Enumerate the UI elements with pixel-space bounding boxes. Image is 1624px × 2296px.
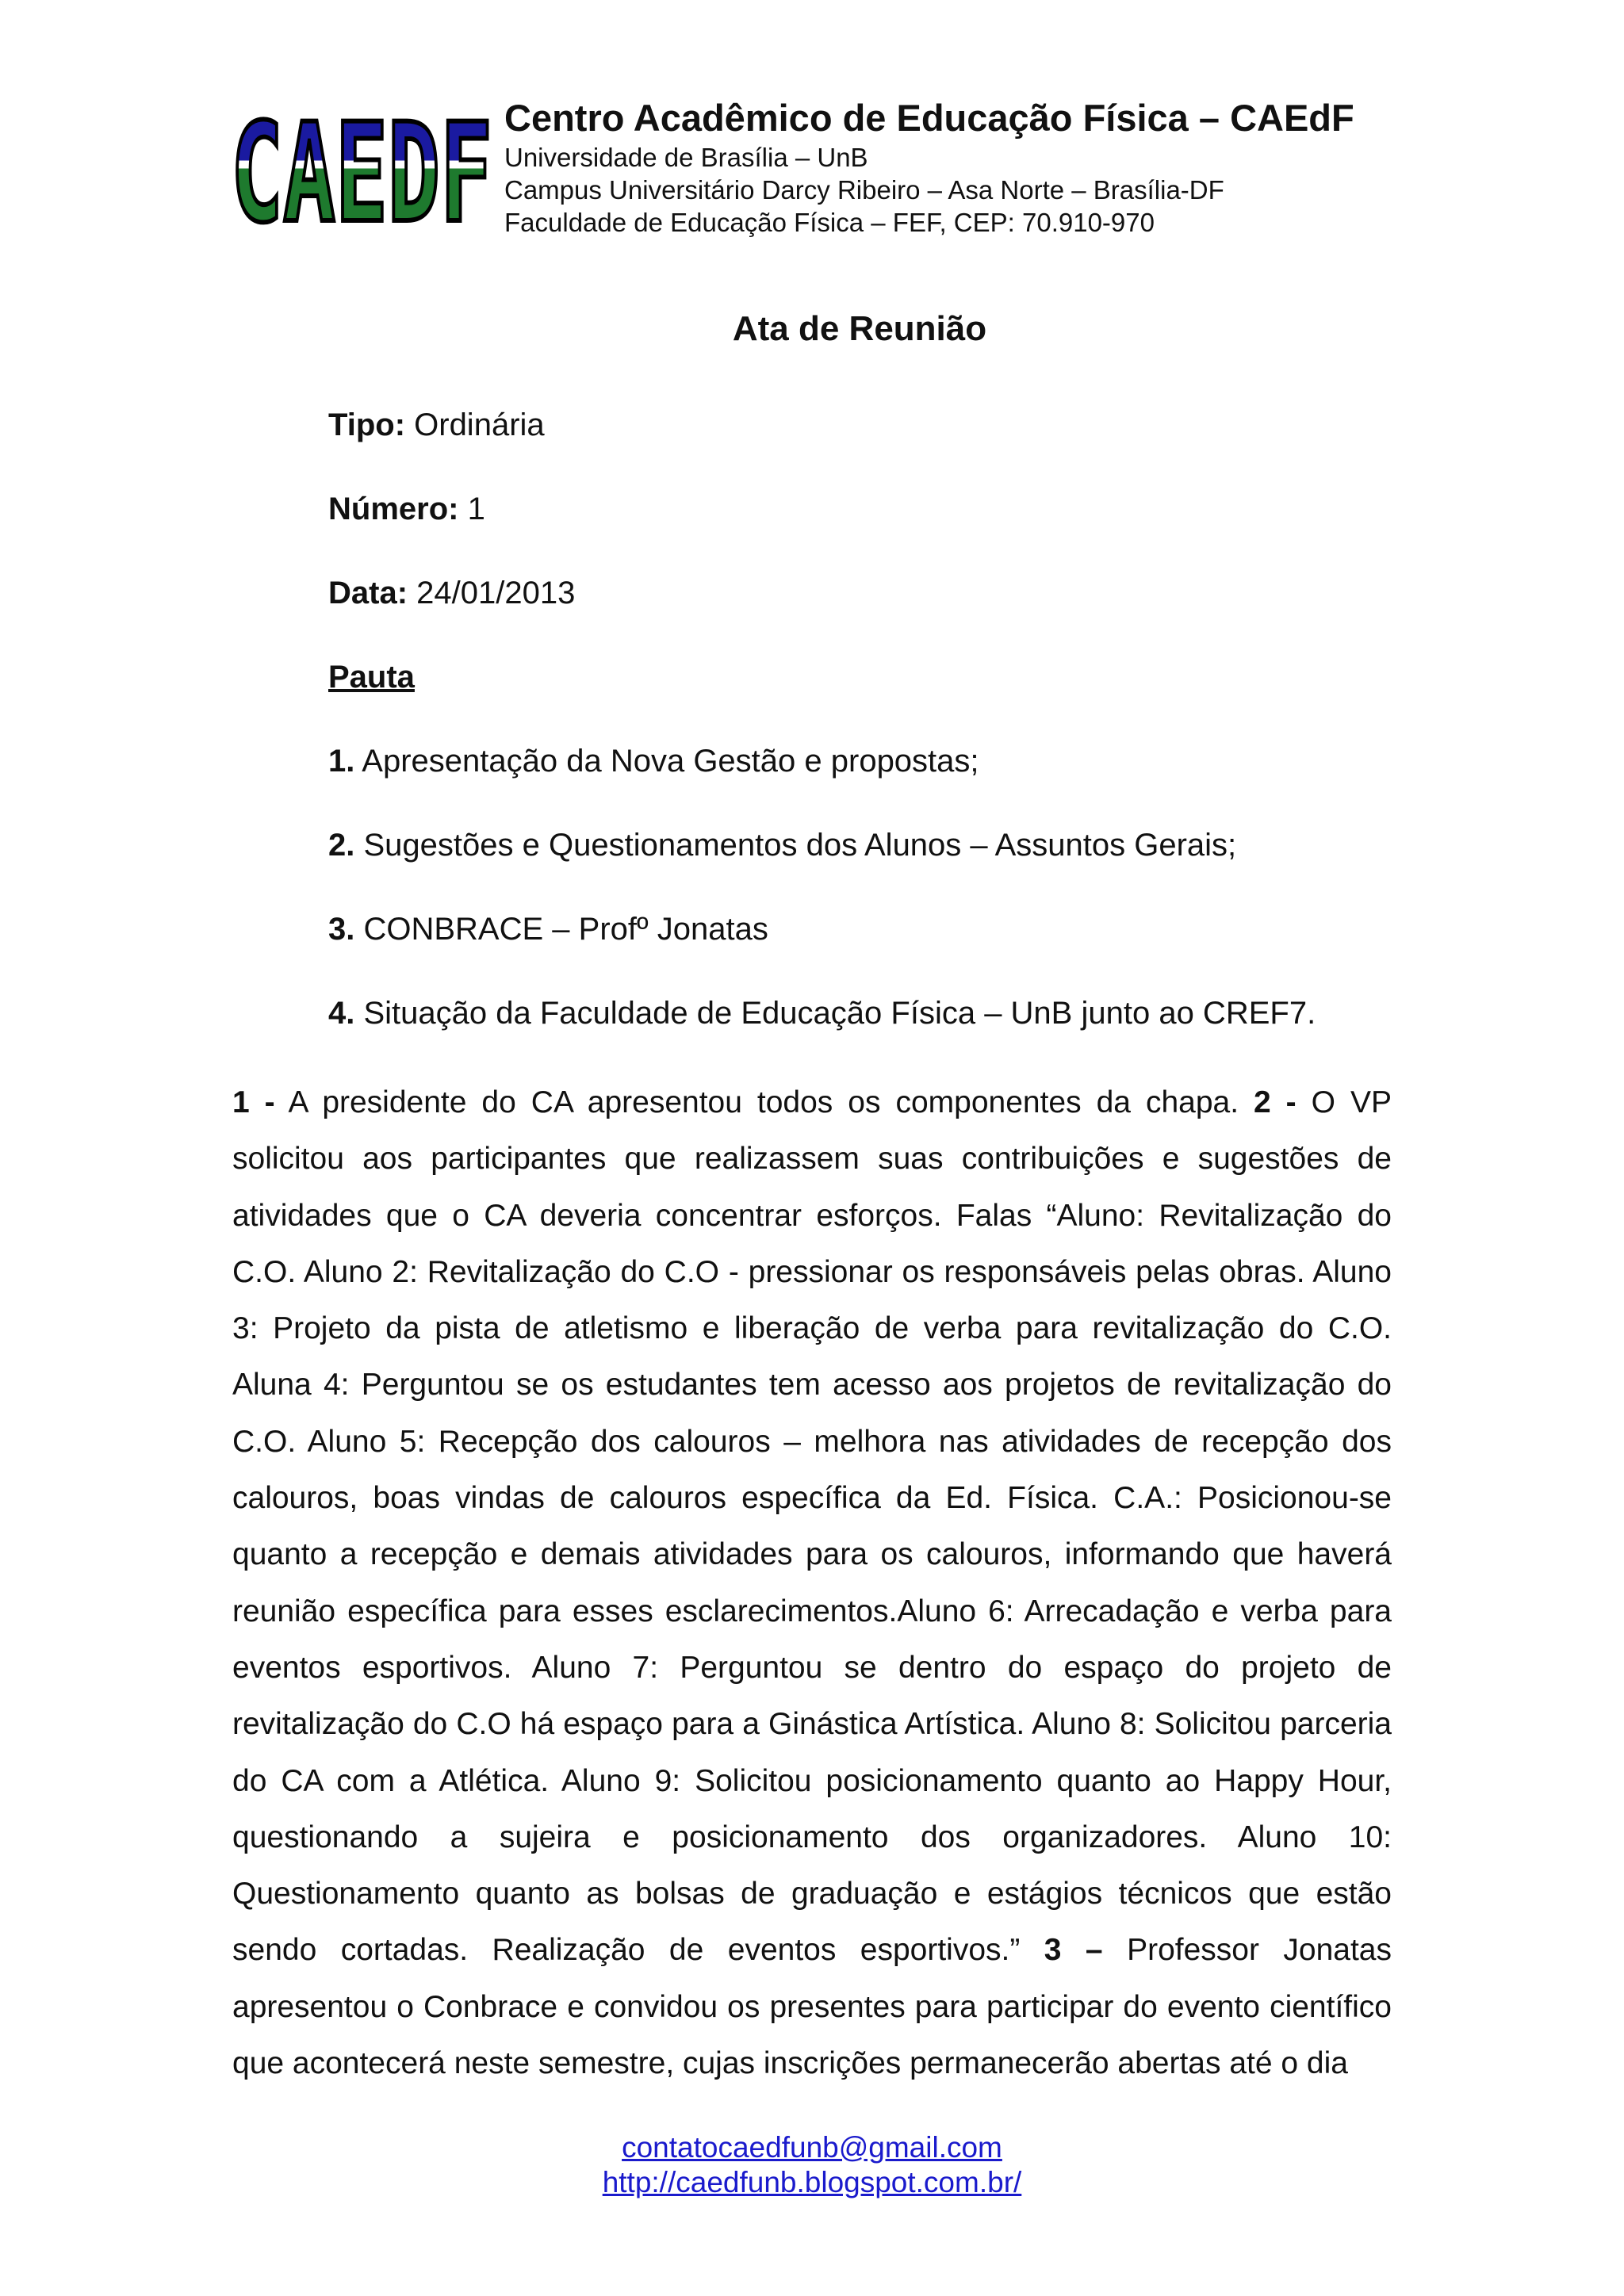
- minutes-text: Professor Jonatas apresentou o Conbrace e convidou os presentes para participar do evento científico que acontecerá neste semestre, cujas inscrições permanecerão abertas até o dia: [232, 1933, 1392, 2081]
- footer-email-link[interactable]: contatocaedfunb@gmail.com: [622, 2131, 1002, 2164]
- agenda-item: [328, 994, 1438, 1032]
- agenda-number: 2.: [328, 828, 355, 863]
- org-title: Centro Acadêmico de Educação Física – CAEdF: [504, 97, 1354, 139]
- minutes-body: [232, 1074, 1392, 2091]
- caedf-logo: [228, 103, 495, 230]
- org-line-campus: Campus Universitário Darcy Ribeiro – Asa Norte – Brasília-DF: [504, 175, 1224, 205]
- agenda-item: [328, 742, 1438, 780]
- page-title: Ata de Reunião: [732, 309, 987, 348]
- item-marker: 2 -: [1254, 1085, 1297, 1119]
- data-value: 24/01/2013: [408, 576, 576, 610]
- data-field: [328, 574, 1438, 612]
- agenda-number: 1.: [328, 744, 355, 779]
- header-block: [504, 95, 1456, 239]
- numero-field: [328, 490, 1438, 528]
- numero-label: Número:: [328, 492, 459, 526]
- org-line-faculty: Faculdade de Educação Física – FEF, CEP: 70.910-970: [504, 208, 1155, 237]
- data-label: Data:: [328, 576, 408, 610]
- tipo-value: Ordinária: [405, 408, 545, 442]
- footer-email-row: [0, 2131, 1624, 2164]
- tipo-label: Tipo:: [328, 408, 406, 442]
- footer-url-row: [0, 2166, 1624, 2199]
- minutes-text: O VP solicitou aos participantes que realizassem suas contribuições e sugestões de atividades que o CA deveria concentrar esforços. Falas “Aluno: Revitalização do C.O. Aluno 2: Revitalização do C.O - pressionar os responsáveis pelas obras. Aluno 3: Projeto da pista de atletismo e liberação de verba para revitalização do C.O. Aluna 4: Perguntou se os estudantes tem acesso aos projetos de revitalização do C.O. Aluno 5: Recepção dos calouros – melhora nas atividades de recepção dos calouros, boas vindas de calouros específica da Ed. Física. C.A.: Posicionou-se quanto a recepção e demais atividades para os calouros, informando que haverá reunião específica para esses esclarecimentos.Aluno 6: Arrecadação e verba para eventos esportivos. Aluno 7: Perguntou se dentro do espaço do projeto de revitalização do C.O há espaço para a Ginástica Artística. Aluno 8: Solicitou parceria do CA com a Atlética. Aluno 9: Solicitou posicionamento quanto ao Happy Hour, questionando a sujeira e posicionamento dos organizadores. Aluno 10: Questionamento quanto as bolsas de graduação e estágios técnicos que estão sendo cortadas. Realização de eventos esportivos.”: [232, 1085, 1392, 1968]
- agenda-text: Situação da Faculdade de Educação Física – UnB junto ao CREF7.: [354, 996, 1316, 1031]
- agenda-text: Apresentação da Nova Gestão e propostas;: [354, 744, 979, 779]
- agenda-text: CONBRACE – Profº Jonatas: [354, 912, 768, 947]
- logo-text: CAEDF: [231, 103, 492, 230]
- org-line-university: Universidade de Brasília – UnB: [504, 143, 868, 172]
- agenda-text: Sugestões e Questionamentos dos Alunos – Assuntos Gerais;: [354, 828, 1237, 863]
- agenda-number: 3.: [328, 912, 355, 947]
- pauta-heading: [328, 658, 1438, 696]
- pauta-label: Pauta: [328, 660, 415, 695]
- numero-value: 1: [458, 492, 485, 526]
- agenda-item: [328, 910, 1438, 948]
- item-marker: 3 –: [1044, 1933, 1103, 1968]
- footer-url-link[interactable]: http://caedfunb.blogspot.com.br/: [602, 2166, 1022, 2198]
- item-marker: 1 -: [232, 1085, 275, 1119]
- agenda-item: [328, 826, 1438, 864]
- agenda-number: 4.: [328, 996, 355, 1031]
- minutes-text: A presidente do CA apresentou todos os componentes da chapa.: [274, 1085, 1254, 1119]
- tipo-field: [328, 406, 1438, 444]
